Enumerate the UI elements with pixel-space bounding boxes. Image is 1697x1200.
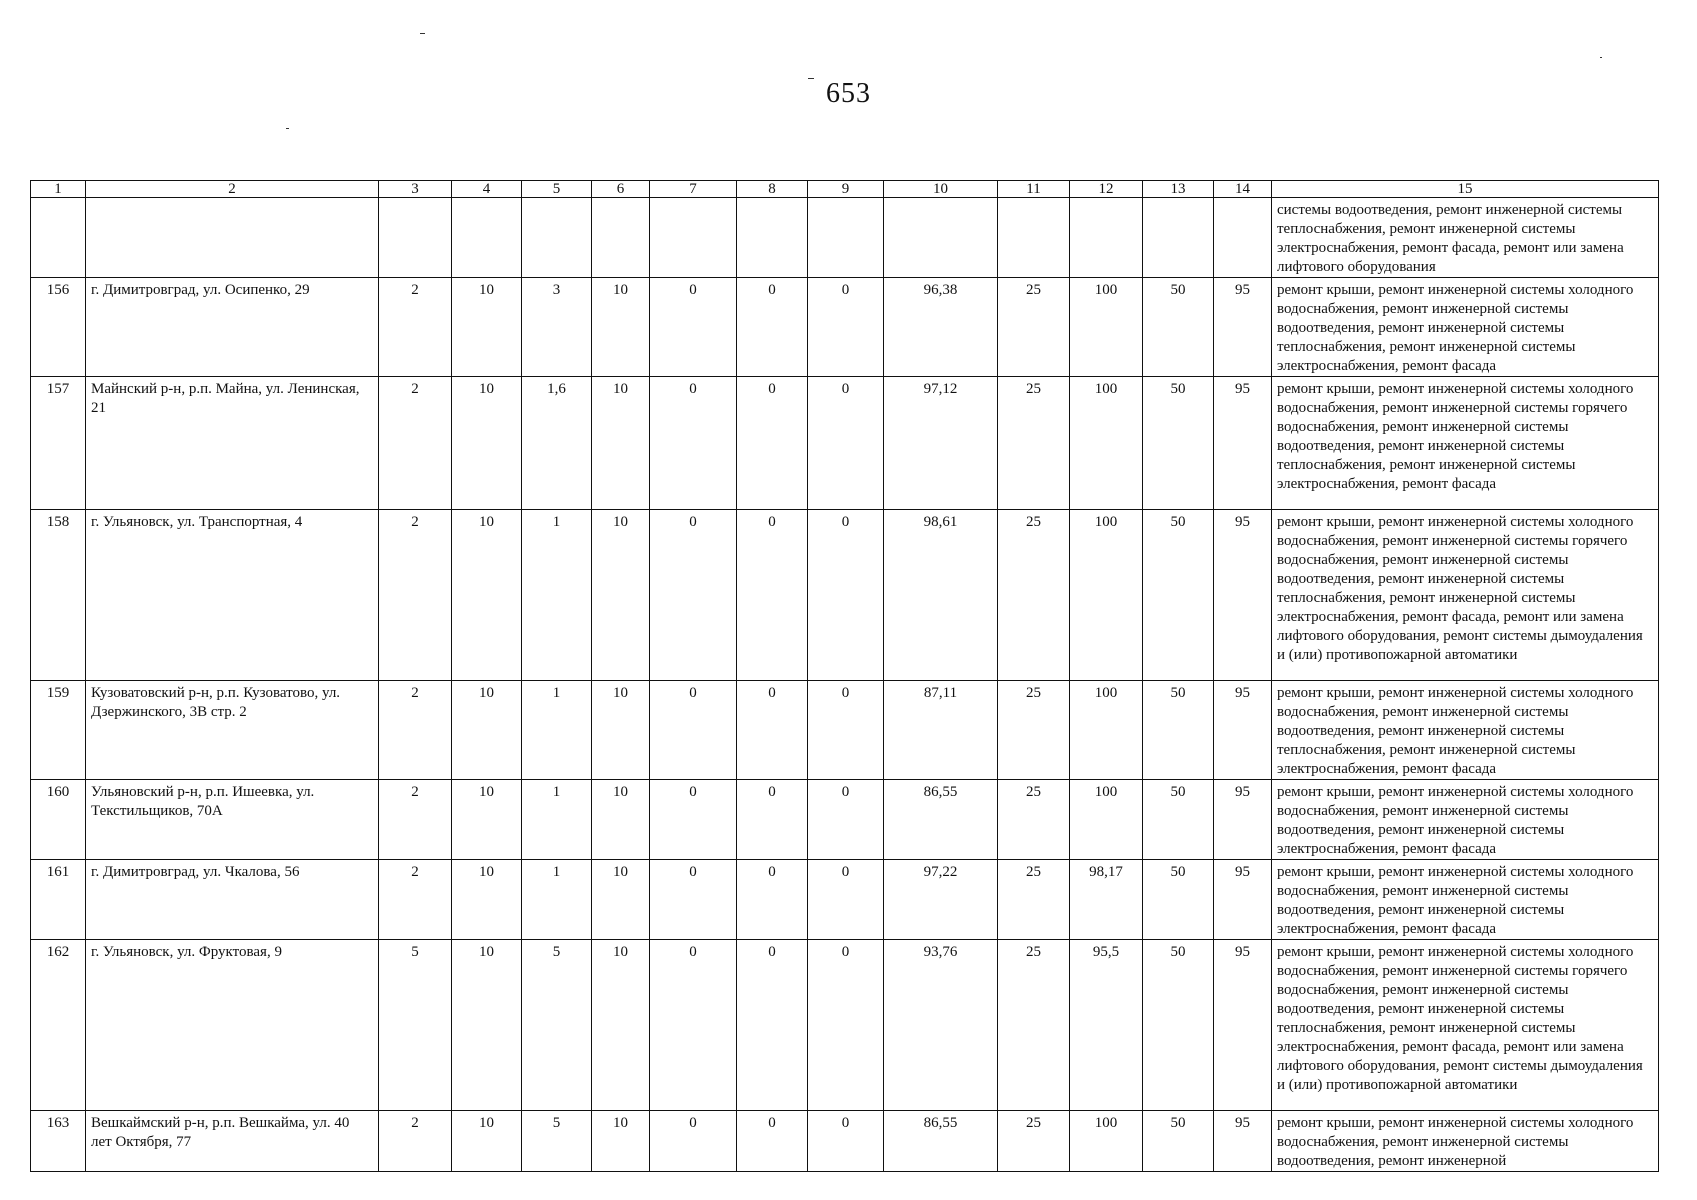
column-header: 15 bbox=[1272, 181, 1659, 198]
table-row bbox=[31, 510, 1659, 681]
table-row bbox=[31, 681, 1659, 780]
value-cell: 10 bbox=[452, 681, 522, 780]
scan-speck bbox=[420, 33, 425, 34]
value-cell: 0 bbox=[737, 1111, 808, 1172]
value-cell: 2 bbox=[379, 1111, 452, 1172]
column-header: 13 bbox=[1143, 181, 1214, 198]
row-number: 156 bbox=[31, 278, 86, 377]
value-cell: 95 bbox=[1214, 860, 1272, 940]
address: г. Димитровград, ул. Осипенко, 29 bbox=[86, 278, 379, 377]
value-cell: 0 bbox=[737, 780, 808, 860]
value-cell: 0 bbox=[650, 940, 737, 1111]
table-row bbox=[31, 1111, 1659, 1172]
value-cell: 93,76 bbox=[884, 940, 998, 1111]
value-cell: 50 bbox=[1143, 681, 1214, 780]
value-cell: 1 bbox=[522, 780, 592, 860]
value-cell: 0 bbox=[650, 1111, 737, 1172]
value-cell: 0 bbox=[808, 510, 884, 681]
address: Кузоватовский р-н, р.п. Кузоватово, ул. Дзержинского, 3В стр. 2 bbox=[86, 681, 379, 780]
value-cell: 25 bbox=[998, 780, 1070, 860]
column-header: 9 bbox=[808, 181, 884, 198]
value-cell: 0 bbox=[737, 377, 808, 510]
value-cell: 98,17 bbox=[1070, 860, 1143, 940]
value-cell: 95 bbox=[1214, 377, 1272, 510]
address: г. Ульяновск, ул. Транспортная, 4 bbox=[86, 510, 379, 681]
works-list: ремонт крыши, ремонт инженерной системы холодного водоснабжения, ремонт инженерной системы водоотведения, ремонт инженерной системы электроснабжения, ремонт фасада bbox=[1272, 780, 1659, 860]
value-cell: 100 bbox=[1070, 1111, 1143, 1172]
value-cell: 0 bbox=[650, 510, 737, 681]
value-cell: 0 bbox=[808, 780, 884, 860]
value-cell: 5 bbox=[522, 940, 592, 1111]
value-cell: 0 bbox=[737, 940, 808, 1111]
value-cell: 95,5 bbox=[1070, 940, 1143, 1111]
value-cell: 0 bbox=[808, 1111, 884, 1172]
value-cell: 95 bbox=[1214, 1111, 1272, 1172]
value-cell: 0 bbox=[737, 510, 808, 681]
value-cell: 98,61 bbox=[884, 510, 998, 681]
scan-speck bbox=[286, 128, 289, 129]
table-row bbox=[31, 860, 1659, 940]
value-cell: 95 bbox=[1214, 940, 1272, 1111]
page-number: 653 bbox=[826, 78, 871, 109]
value-cell: 1 bbox=[522, 681, 592, 780]
value-cell: 2 bbox=[379, 510, 452, 681]
value-cell: 10 bbox=[592, 377, 650, 510]
value-cell: 100 bbox=[1070, 377, 1143, 510]
table-row bbox=[31, 940, 1659, 1111]
value-cell: 100 bbox=[1070, 780, 1143, 860]
works-list: ремонт крыши, ремонт инженерной системы холодного водоснабжения, ремонт инженерной системы горячего водоснабжения, ремонт инженерной системы водоотведения, ремонт инженерной системы теплоснабжения, ремонт инженерной системы электроснабжения, ремонт фасада, ремонт или замена лифтового оборудования, ремонт системы дымоудаления и (или) противопожарной автоматики bbox=[1272, 940, 1659, 1111]
value-cell: 96,38 bbox=[884, 278, 998, 377]
value-cell: 0 bbox=[808, 860, 884, 940]
scan-speck bbox=[1600, 57, 1602, 58]
value-cell: 10 bbox=[452, 940, 522, 1111]
value-cell: 10 bbox=[592, 780, 650, 860]
value-cell: 10 bbox=[592, 940, 650, 1111]
value-cell: 2 bbox=[379, 278, 452, 377]
value-cell: 0 bbox=[650, 860, 737, 940]
address: г. Ульяновск, ул. Фруктовая, 9 bbox=[86, 940, 379, 1111]
value-cell: 25 bbox=[998, 681, 1070, 780]
column-header: 7 bbox=[650, 181, 737, 198]
value-cell: 0 bbox=[650, 377, 737, 510]
value-cell: 2 bbox=[379, 681, 452, 780]
repair-program-table bbox=[30, 180, 1659, 1172]
value-cell: 0 bbox=[650, 780, 737, 860]
value-cell: 2 bbox=[379, 860, 452, 940]
value-cell: 25 bbox=[998, 860, 1070, 940]
column-header: 1 bbox=[31, 181, 86, 198]
value-cell: 0 bbox=[808, 940, 884, 1111]
works-list: ремонт крыши, ремонт инженерной системы холодного водоснабжения, ремонт инженерной системы водоотведения, ремонт инженерной bbox=[1272, 1111, 1659, 1172]
value-cell: 10 bbox=[592, 1111, 650, 1172]
value-cell: 25 bbox=[998, 1111, 1070, 1172]
value-cell: 0 bbox=[737, 681, 808, 780]
value-cell: 10 bbox=[452, 780, 522, 860]
value-cell: 50 bbox=[1143, 940, 1214, 1111]
address: Вешкаймский р-н, р.п. Вешкайма, ул. 40 лет Октября, 77 bbox=[86, 1111, 379, 1172]
value-cell: 10 bbox=[592, 278, 650, 377]
value-cell: 10 bbox=[592, 860, 650, 940]
works-list: ремонт крыши, ремонт инженерной системы холодного водоснабжения, ремонт инженерной системы горячего водоснабжения, ремонт инженерной системы водоотведения, ремонт инженерной системы теплоснабжения, ремонт инженерной системы электроснабжения, ремонт фасада bbox=[1272, 377, 1659, 510]
value-cell: 50 bbox=[1143, 278, 1214, 377]
table-row bbox=[31, 377, 1659, 510]
table-row bbox=[31, 278, 1659, 377]
works-list: системы водоотведения, ремонт инженерной системы теплоснабжения, ремонт инженерной системы электроснабжения, ремонт фасада, ремонт или замена лифтового оборудования bbox=[1272, 198, 1659, 278]
works-list: ремонт крыши, ремонт инженерной системы холодного водоснабжения, ремонт инженерной системы горячего водоснабжения, ремонт инженерной системы водоотведения, ремонт инженерной системы теплоснабжения, ремонт инженерной системы электроснабжения, ремонт фасада, ремонт или замена лифтового оборудования, ремонт системы дымоудаления и (или) противопожарной автоматики bbox=[1272, 510, 1659, 681]
address: Ульяновский р-н, р.п. Ишеевка, ул. Текстильщиков, 70А bbox=[86, 780, 379, 860]
value-cell: 0 bbox=[650, 278, 737, 377]
value-cell: 50 bbox=[1143, 780, 1214, 860]
value-cell: 95 bbox=[1214, 278, 1272, 377]
value-cell: 0 bbox=[808, 278, 884, 377]
value-cell: 1 bbox=[522, 510, 592, 681]
value-cell: 95 bbox=[1214, 780, 1272, 860]
column-header: 12 bbox=[1070, 181, 1143, 198]
column-header: 10 bbox=[884, 181, 998, 198]
value-cell: 10 bbox=[452, 278, 522, 377]
value-cell: 25 bbox=[998, 510, 1070, 681]
value-cell: 0 bbox=[650, 681, 737, 780]
value-cell: 0 bbox=[808, 681, 884, 780]
value-cell: 10 bbox=[452, 377, 522, 510]
value-cell: 2 bbox=[379, 780, 452, 860]
value-cell: 97,12 bbox=[884, 377, 998, 510]
column-header: 4 bbox=[452, 181, 522, 198]
address: г. Димитровград, ул. Чкалова, 56 bbox=[86, 860, 379, 940]
column-header: 6 bbox=[592, 181, 650, 198]
value-cell: 2 bbox=[379, 377, 452, 510]
value-cell: 3 bbox=[522, 278, 592, 377]
table-row bbox=[31, 780, 1659, 860]
column-header: 2 bbox=[86, 181, 379, 198]
value-cell: 95 bbox=[1214, 681, 1272, 780]
value-cell: 50 bbox=[1143, 377, 1214, 510]
value-cell: 0 bbox=[737, 278, 808, 377]
value-cell: 25 bbox=[998, 377, 1070, 510]
works-list: ремонт крыши, ремонт инженерной системы холодного водоснабжения, ремонт инженерной системы водоотведения, ремонт инженерной системы теплоснабжения, ремонт инженерной системы электроснабжения, ремонт фасада bbox=[1272, 681, 1659, 780]
value-cell: 0 bbox=[737, 860, 808, 940]
value-cell: 95 bbox=[1214, 510, 1272, 681]
value-cell: 10 bbox=[452, 510, 522, 681]
table-row-continuation bbox=[31, 198, 1659, 278]
row-number: 159 bbox=[31, 681, 86, 780]
scan-speck bbox=[808, 78, 814, 79]
value-cell: 87,11 bbox=[884, 681, 998, 780]
value-cell: 100 bbox=[1070, 681, 1143, 780]
value-cell: 5 bbox=[522, 1111, 592, 1172]
value-cell: 100 bbox=[1070, 278, 1143, 377]
value-cell: 10 bbox=[452, 1111, 522, 1172]
value-cell: 10 bbox=[452, 860, 522, 940]
value-cell: 0 bbox=[808, 377, 884, 510]
value-cell: 50 bbox=[1143, 1111, 1214, 1172]
works-list: ремонт крыши, ремонт инженерной системы холодного водоснабжения, ремонт инженерной системы водоотведения, ремонт инженерной системы электроснабжения, ремонт фасада bbox=[1272, 860, 1659, 940]
row-number: 157 bbox=[31, 377, 86, 510]
value-cell: 97,22 bbox=[884, 860, 998, 940]
column-header: 3 bbox=[379, 181, 452, 198]
value-cell: 100 bbox=[1070, 510, 1143, 681]
address: Майнский р-н, р.п. Майна, ул. Ленинская, 21 bbox=[86, 377, 379, 510]
column-header: 14 bbox=[1214, 181, 1272, 198]
row-number: 161 bbox=[31, 860, 86, 940]
column-header: 8 bbox=[737, 181, 808, 198]
column-header: 11 bbox=[998, 181, 1070, 198]
column-number-row bbox=[31, 181, 1659, 198]
value-cell: 25 bbox=[998, 940, 1070, 1111]
value-cell: 50 bbox=[1143, 860, 1214, 940]
value-cell: 25 bbox=[998, 278, 1070, 377]
value-cell: 86,55 bbox=[884, 780, 998, 860]
value-cell: 86,55 bbox=[884, 1111, 998, 1172]
value-cell: 5 bbox=[379, 940, 452, 1111]
row-number: 158 bbox=[31, 510, 86, 681]
value-cell: 1,6 bbox=[522, 377, 592, 510]
row-number: 160 bbox=[31, 780, 86, 860]
row-number: 162 bbox=[31, 940, 86, 1111]
value-cell: 10 bbox=[592, 510, 650, 681]
value-cell: 10 bbox=[592, 681, 650, 780]
value-cell: 50 bbox=[1143, 510, 1214, 681]
row-number: 163 bbox=[31, 1111, 86, 1172]
value-cell: 1 bbox=[522, 860, 592, 940]
column-header: 5 bbox=[522, 181, 592, 198]
works-list: ремонт крыши, ремонт инженерной системы холодного водоснабжения, ремонт инженерной системы водоотведения, ремонт инженерной системы теплоснабжения, ремонт инженерной системы электроснабжения, ремонт фасада bbox=[1272, 278, 1659, 377]
